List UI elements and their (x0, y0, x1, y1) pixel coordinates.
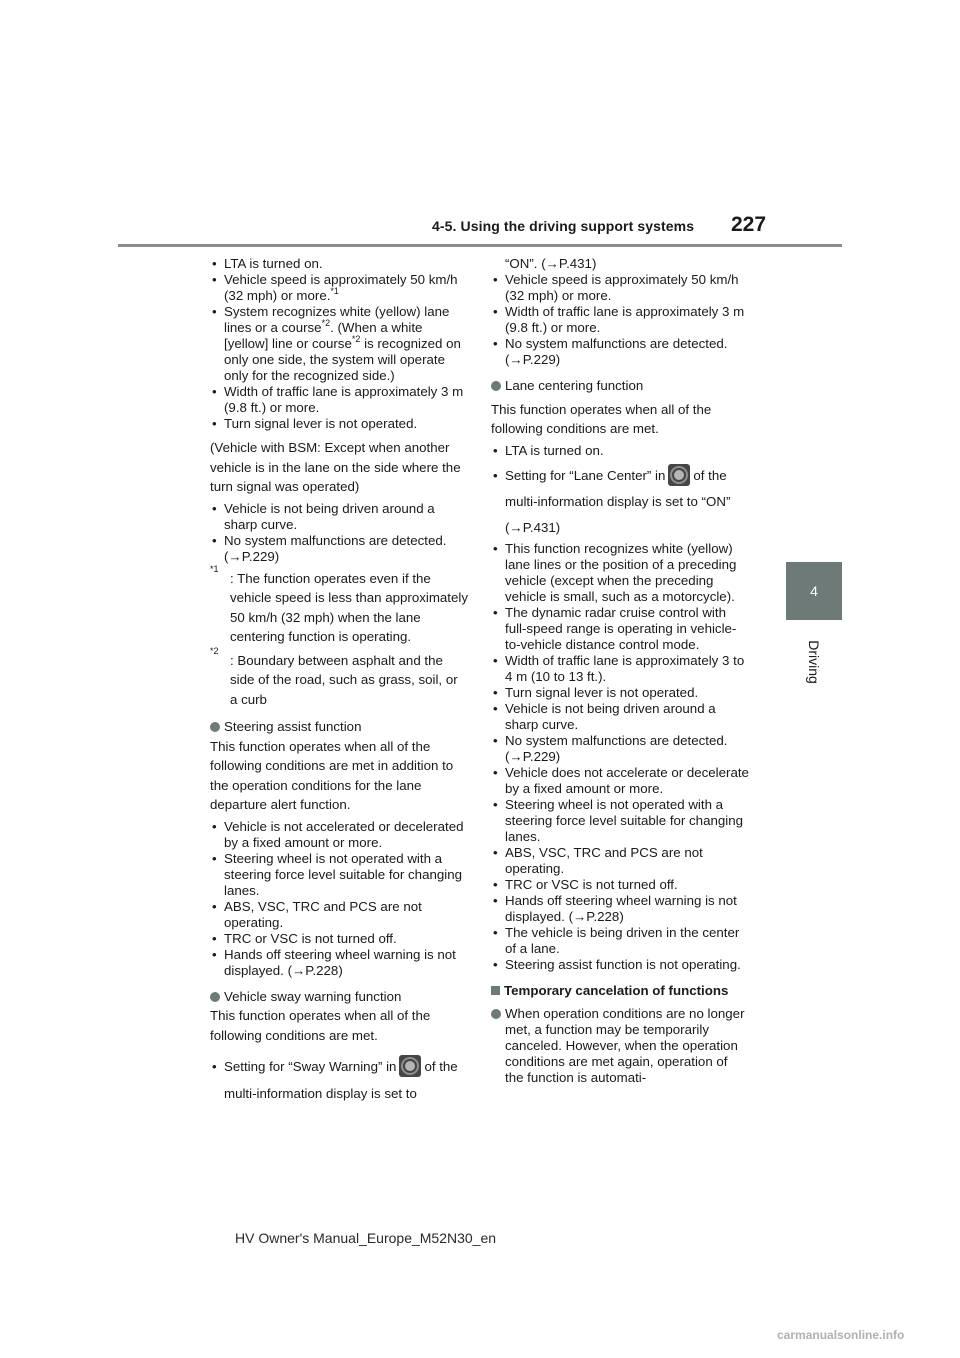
list-item: • Vehicle speed is approximately 50 km/h (32 mph) or more.$^{*1}$ (212, 272, 458, 303)
list-item: • ABS, VSC, TRC and PCS are not operating. (493, 844, 703, 876)
steering-assist-heading: Steering assist function (210, 717, 468, 737)
list-item: • The vehicle is being driven in the center of a lane. (493, 924, 740, 956)
list-item: • TRC or VSC is not turned off. (212, 930, 397, 946)
list-item: • Vehicle is not accelerated or decelerated by a fixed amount or more. (212, 818, 464, 850)
bullet-circle-icon (491, 1009, 501, 1019)
list-item: • Vehicle speed is approximately 50 km/h (32 mph) or more. (493, 272, 739, 303)
list-item: • Vehicle is not being driven around a sharp curve. (493, 700, 716, 732)
page-number: 227 (731, 213, 767, 236)
list-item: • Turn signal lever is not operated. (212, 416, 418, 431)
steering-assist-intro: This function operates when all of the following conditions are met in addition to the operation conditions for the lane departure alert function. (210, 738, 454, 812)
list-item: • LTA is turned on. (212, 256, 323, 271)
list-item: • LTA is turned on. (493, 442, 604, 458)
list-item: • ABS, VSC, TRC and PCS are not operating. (212, 898, 422, 930)
settings-gear-icon (668, 464, 690, 486)
settings-gear-icon (399, 1055, 421, 1077)
list-item: • No system malfunctions are detected. (→P.229) (493, 732, 728, 764)
left-column (210, 256, 468, 1107)
sway-warning-intro: This function operates when all of the following conditions are met. (210, 1008, 431, 1043)
lane-centering-intro: This function operates when all of the following conditions are met. (491, 401, 712, 436)
list-item: • This function recognizes white (yellow) lane lines or the position of a preceding vehicle (except when the preceding vehicle is small, such as a motorcycle). (493, 540, 737, 604)
footnote-ref: *2 (321, 318, 331, 328)
bullet-square-icon (491, 986, 500, 995)
list-item: • Hands off steering wheel warning is not displayed. (→P.228) (212, 946, 456, 978)
list-item: • System recognizes white (yellow) lane lines or a course$^{*2}$. (When a white [yellow] line or course$^{*2}$ is recognized on only one side, the system will operate only for the recognized side.) (212, 304, 461, 383)
list-item: • Width of traffic lane is approximately 3 m (9.8 ft.) or more. (212, 384, 464, 415)
right-column (491, 256, 749, 1086)
sway-warning-heading: Vehicle sway warning function (210, 987, 468, 1007)
manual-footer: HV Owner's Manual_Europe_M52N30_en (235, 1230, 497, 1246)
temporary-cancelation-heading: Temporary cancelation of functions (491, 981, 749, 1001)
footnote-2: *2 : Boundary between asphalt and the side of the road, such as grass, soil, or a curb (210, 645, 458, 707)
footnote-ref: *1 (330, 286, 339, 296)
list-item: • Steering assist function is not operating. (493, 956, 741, 972)
section-title: 4-5. Using the driving support systems (432, 218, 695, 234)
list-item: • Vehicle does not accelerate or decelerate by a fixed amount or more. (493, 764, 749, 796)
footnote-ref: *2 (351, 334, 361, 344)
sway-continuation: “ON”. (→P.431) (505, 256, 597, 271)
list-item: • Vehicle is not being driven around a sharp curve. (212, 500, 435, 532)
bullet-circle-icon (491, 381, 501, 391)
list-item: • Setting for “Sway Warning” in of the multi-information display is set to (210, 1053, 468, 1107)
watermark: carmanualsonline.info (777, 1328, 905, 1342)
list-item: • Steering wheel is not operated with a steering force level suitable for changing lanes. (493, 796, 744, 844)
temporary-cancelation-text: When operation conditions are no longer met, a function may be temporarily canceled. However, when the operation conditions are met again, operation of the function is automati- (491, 1006, 749, 1086)
chapter-number: 4 (810, 583, 818, 599)
list-item: • Width of traffic lane is approximately 3 m (9.8 ft.) or more. (493, 304, 745, 335)
bullet-circle-icon (210, 992, 220, 1002)
list-item: • Setting for “Lane Center” in of the multi-information display is set to “ON” (→P.431) (491, 463, 749, 541)
list-item: • No system malfunctions are detected. (→P.229) (212, 532, 447, 564)
list-item: • TRC or VSC is not turned off. (493, 876, 678, 892)
bullet-circle-icon (210, 722, 220, 732)
bsm-note: (Vehicle with BSM: Except when another vehicle is in the lane on the side where the turn signal was operated) (210, 440, 461, 494)
list-item: • The dynamic radar cruise control with full-speed range is operating in vehicle-to-vehicle distance control mode. (493, 604, 737, 652)
chapter-label: Driving (805, 640, 822, 684)
list-item: • Hands off steering wheel warning is not displayed. (→P.228) (493, 892, 737, 924)
list-item: • Turn signal lever is not operated. (493, 684, 699, 700)
list-item: • Steering wheel is not operated with a steering force level suitable for changing lanes. (212, 850, 463, 898)
footnote-1: *1 : The function operates even if the vehicle speed is less than approximately 50 km/h (32 mph) when the lane centering function is operating. (210, 563, 468, 644)
lane-centering-heading: Lane centering function (491, 376, 749, 396)
header-rule (118, 244, 842, 247)
chapter-tab[interactable] (786, 562, 842, 620)
list-item: • Width of traffic lane is approximately 3 to 4 m (10 to 13 ft.). (493, 652, 745, 684)
list-item: • No system malfunctions are detected. (→P.229) (493, 336, 728, 367)
